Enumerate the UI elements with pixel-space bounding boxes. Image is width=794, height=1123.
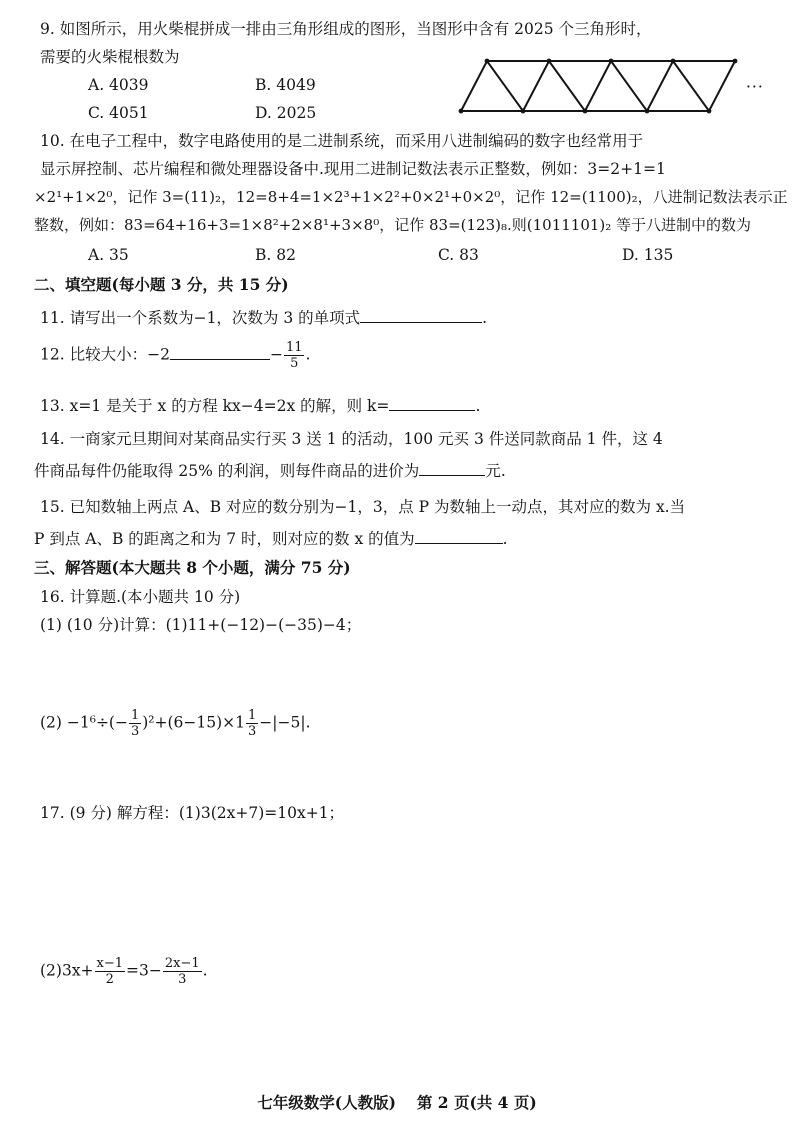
q16-part2-a: (2) −1⁶÷(− bbox=[40, 713, 128, 732]
q17-part2 bbox=[40, 956, 208, 987]
q14-end: 元. bbox=[485, 462, 506, 480]
q16-fraction-1 bbox=[129, 708, 141, 739]
q17-fraction-1 bbox=[95, 956, 126, 987]
q12-end: . bbox=[305, 345, 311, 364]
q11-text: 11. 请写出一个系数为−1，次数为 3 的单项式 bbox=[40, 309, 361, 327]
q17-fraction-1-den: 2 bbox=[105, 972, 114, 987]
q16-part2-c: −|−5|. bbox=[259, 713, 311, 732]
q16-fraction-2 bbox=[246, 708, 258, 739]
q17-fraction-2 bbox=[163, 956, 202, 987]
q10-line3: ×2¹+1×2⁰，记作 3=(11)₂，12=8+4=1×2³+1×2²+0×2¹+0×2⁰，记作 12=(1100)₂，八进制记数法表示正 bbox=[34, 188, 788, 206]
q15-line1: 15. 已知数轴上两点 A、B 对应的数分别为−1，3，点 P 为数轴上一动点，其对应的数为 x.当 bbox=[40, 498, 686, 516]
q12 bbox=[40, 340, 310, 371]
q9-line1: 9. 如图所示，用火柴棍拼成一排由三角形组成的图形，当图形中含有 2025 个三角形时， bbox=[40, 20, 652, 38]
section3-heading: 三、解答题(本大题共 8 个小题，满分 75 分) bbox=[34, 558, 351, 577]
q16-fraction-2-num: 1 bbox=[248, 708, 257, 723]
q9-option-d: D. 2025 bbox=[255, 104, 317, 122]
q10-line2: 显示屏控制、芯片编程和微处理器设备中.现用二进制记数法表示正整数，例如：3=2+1=1 bbox=[40, 160, 666, 178]
q16-fraction-2-den: 3 bbox=[248, 724, 257, 739]
q17-part2-a: (2)3x+ bbox=[40, 961, 94, 980]
q11 bbox=[40, 306, 487, 329]
q17-part2-c: . bbox=[202, 961, 208, 980]
q15-line2 bbox=[34, 527, 508, 550]
q11-answer-blank bbox=[360, 306, 482, 323]
q14-answer-blank bbox=[419, 459, 485, 476]
q16-part1: (1) (10 分)计算：(1)11+(−12)−(−35)−4； bbox=[40, 616, 362, 634]
q11-end: . bbox=[482, 309, 488, 327]
q15-text: P 到点 A、B 的距离之和为 7 时，则对应的数 x 的值为 bbox=[34, 530, 415, 548]
figure-ellipsis: ··· bbox=[746, 78, 764, 96]
q10-option-d: D. 135 bbox=[622, 246, 674, 264]
q16-part2 bbox=[40, 708, 311, 739]
q10-option-c: C. 83 bbox=[438, 246, 479, 264]
q16-title: 16. 计算题.(本小题共 10 分) bbox=[40, 588, 241, 606]
q15-answer-blank bbox=[415, 527, 503, 544]
q16-fraction-1-den: 3 bbox=[130, 724, 140, 739]
q12-fraction bbox=[284, 340, 305, 371]
page-footer: 七年级数学(人教版) 第 2 页(共 4 页) bbox=[257, 1093, 537, 1112]
q12-fraction-den: 5 bbox=[290, 356, 299, 371]
q10-line4: 整数，例如：83=64+16+3=1×8²+2×8¹+3×8⁰，记作 83=(123)₈.则(1011101)₂ 等于八进制中的数为 bbox=[34, 216, 752, 234]
q10-option-a: A. 35 bbox=[88, 246, 129, 264]
q10-line1: 10. 在电子工程中，数字电路使用的是二进制系统，而采用八进制编码的数字也经常用于 bbox=[40, 132, 644, 150]
q13-text: 13. x=1 是关于 x 的方程 kx−4=2x 的解，则 k= bbox=[40, 397, 390, 415]
q17-fraction-2-num: 2x−1 bbox=[164, 956, 200, 971]
q13-end: . bbox=[475, 397, 481, 415]
q9-option-b: B. 4049 bbox=[255, 76, 316, 94]
q12-fraction-num: 11 bbox=[285, 340, 303, 355]
q14-line2 bbox=[34, 459, 506, 482]
q17-part1: 17. (9 分) 解方程：(1)3(2x+7)=10x+1； bbox=[40, 804, 345, 822]
q12-prefix: 12. 比较大小：−2 bbox=[40, 345, 170, 364]
q9-option-c: C. 4051 bbox=[88, 104, 149, 122]
q12-neg: − bbox=[269, 345, 283, 364]
q16-fraction-1-num: 1 bbox=[130, 708, 140, 723]
q12-answer-blank bbox=[170, 343, 270, 360]
q16-part2-b: )²+(6−15)×1 bbox=[142, 713, 246, 732]
q9-option-a: A. 4039 bbox=[88, 76, 149, 94]
q9-line2: 需要的火柴棍根数为 bbox=[40, 48, 180, 66]
q14-line1: 14. 一商家元旦期间对某商品实行买 3 送 1 的活动，100 元买 3 件送同款商品 1 件，这 4 bbox=[40, 430, 663, 448]
q13 bbox=[40, 394, 480, 417]
q17-part2-b: =3− bbox=[126, 961, 162, 980]
section2-heading: 二、填空题(每小题 3 分，共 15 分) bbox=[34, 275, 289, 294]
matchstick-triangles-figure bbox=[455, 55, 755, 117]
q15-end: . bbox=[502, 530, 508, 548]
q14-text: 件商品每件仍能取得 25% 的利润，则每件商品的进价为 bbox=[34, 462, 420, 480]
q13-answer-blank bbox=[389, 394, 475, 411]
q17-fraction-2-den: 3 bbox=[178, 972, 187, 987]
q17-fraction-1-num: x−1 bbox=[96, 956, 124, 971]
q10-option-b: B. 82 bbox=[255, 246, 296, 264]
